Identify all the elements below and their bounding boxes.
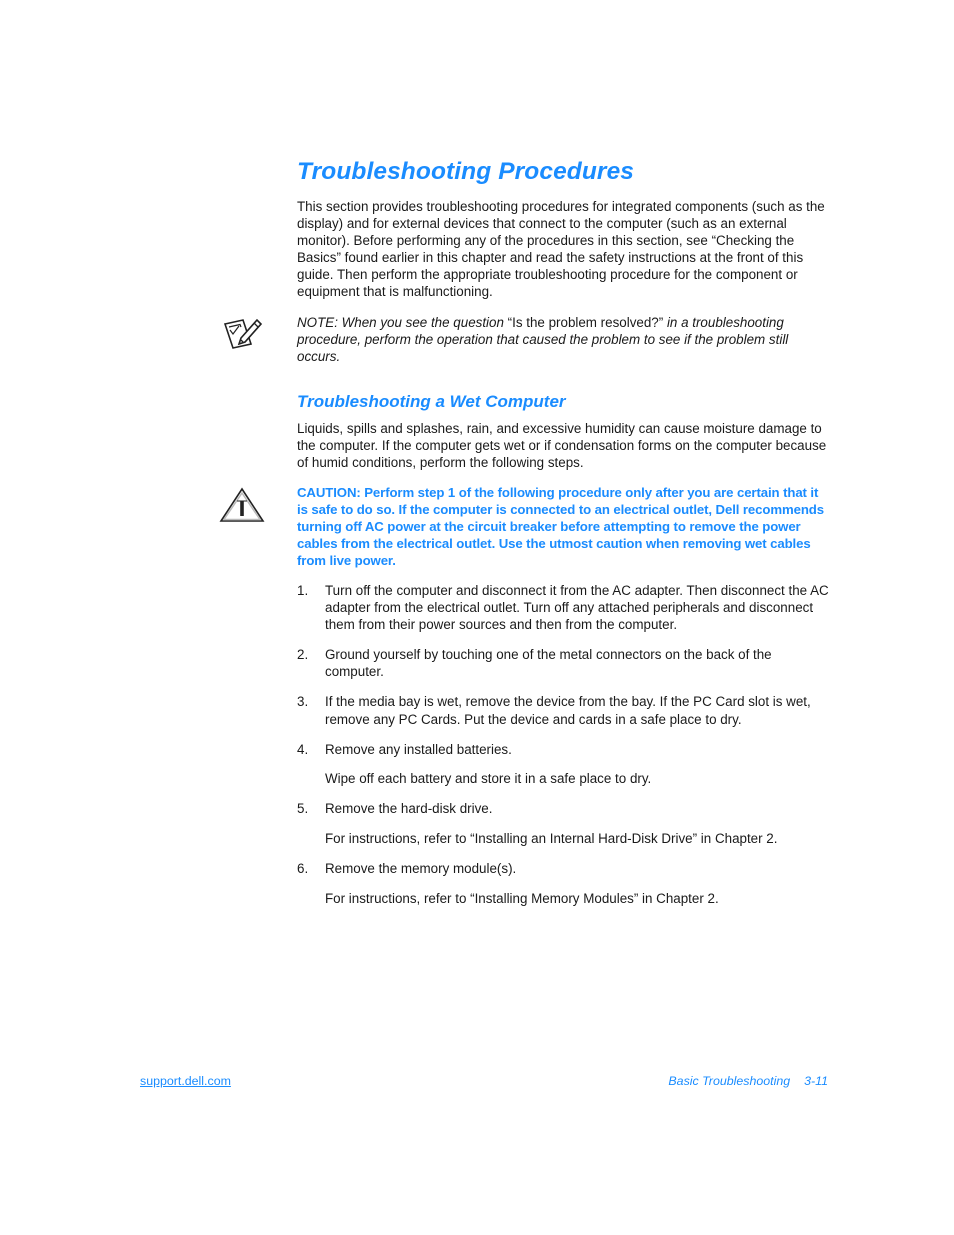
step-number: 1.: [297, 583, 309, 598]
list-item: [297, 646, 829, 680]
step-text: If the media bay is wet, remove the device from the bay. If the PC Card slot is wet, remove any PC Cards. Put the device and cards in a safe place to dry.: [325, 694, 811, 727]
page-title: Troubleshooting Procedures: [297, 158, 635, 185]
step-number: 6.: [297, 861, 309, 877]
step-number: 4.: [297, 741, 309, 757]
note-question: “Is the problem resolved?”: [507, 315, 664, 330]
note-prefix: NOTE: When you see the question: [297, 315, 508, 330]
footer-chapter: Basic Troubleshooting: [668, 1074, 791, 1088]
list-item: [297, 582, 829, 633]
note-text: [297, 314, 829, 365]
steps-list: [297, 582, 829, 920]
intro-paragraph: This section provides troubleshooting procedures for integrated components (such as the display) and for external devices that connect to the computer (such as an external monitor). Before performing any of the procedures in this section, see “Checking the Basics” found earlier in this chapter and read the safety instructions at the front of this guide. Then perform the appropriate troubleshooting procedure for the component or equipment that is malfunctioning.: [297, 199, 825, 300]
step-number: 3.: [297, 694, 309, 710]
footer-page-number: 3-11: [804, 1074, 828, 1088]
step-text: Remove the hard-disk drive.: [325, 801, 493, 817]
step-number: 5.: [297, 801, 309, 817]
list-item: [297, 800, 829, 847]
caution-triangle-icon: [219, 487, 265, 523]
step-text: Remove the memory module(s).: [325, 861, 517, 877]
list-item: [297, 741, 829, 788]
list-item: [297, 693, 829, 727]
step-text: Turn off the computer and disconnect it from the AC adapter. Then disconnect the AC adapter from the electrical outlet. Turn off any attached peripherals and disconnect them from their power sources and then from the computer.: [325, 583, 829, 633]
footer-link[interactable]: support.dell.com: [140, 1074, 231, 1088]
step-subtext: For instructions, refer to “Installing Memory Modules” in Chapter 2.: [325, 890, 719, 906]
step-text: Ground yourself by touching one of the metal connectors on the back of the computer.: [325, 647, 772, 680]
list-item: [297, 860, 829, 907]
step-text: Remove any installed batteries.: [325, 741, 512, 757]
section-title: Troubleshooting a Wet Computer: [297, 392, 566, 411]
step-subtext: Wipe off each battery and store it in a safe place to dry.: [325, 771, 652, 787]
step-subtext: For instructions, refer to “Installing an Internal Hard-Disk Drive” in Chapter 2.: [325, 830, 778, 846]
section-intro: Liquids, spills and splashes, rain, and excessive humidity can cause moisture damage to the computer. If the computer gets wet or if condensation forms on the computer because of humid conditions, perform the following steps.: [297, 421, 827, 471]
step-number: 2.: [297, 647, 309, 663]
caution-text: CAUTION: Perform step 1 of the following procedure only after you are certain that it is safe to do so. If the computer is connected to an electrical outlet, Dell recommends turning off AC power at the circuit breaker before attempting to remove the power cables from the electrical outlet. Use the utmost caution when removing wet cables from live power.: [297, 485, 824, 568]
footer-page-info: [668, 1074, 828, 1088]
note-pencil-icon: [221, 314, 263, 352]
note-suffix: in a troubleshooting procedure, perform the operation that caused the problem to see if the problem still occurs.: [297, 315, 789, 365]
